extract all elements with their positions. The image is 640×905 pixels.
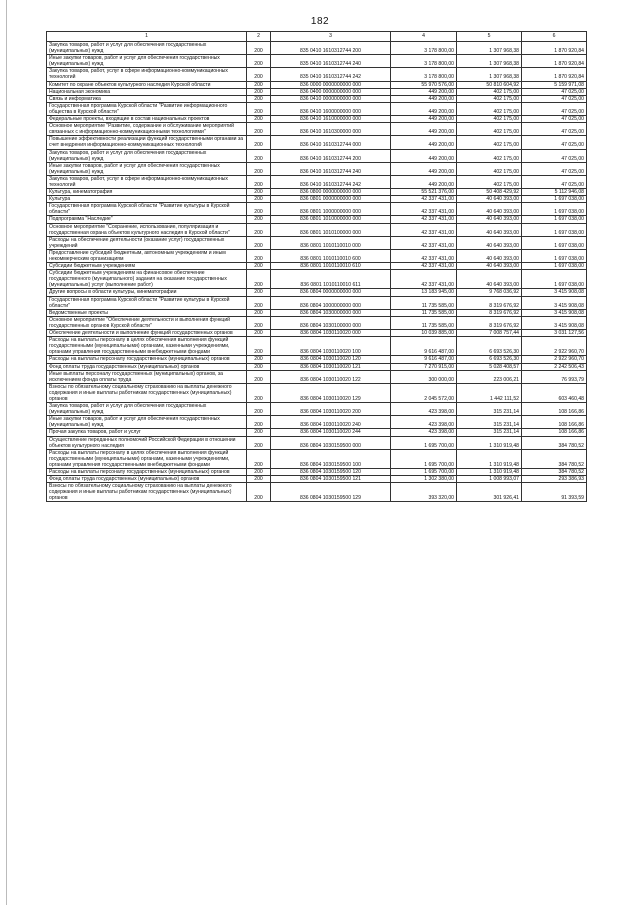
cell-classification-code: 836 0804 1030110020 244 (271, 429, 391, 436)
table-row (47, 316, 587, 329)
cell-line-code: 200 (247, 309, 271, 316)
cell-name: Ведомственные проекты (47, 309, 247, 316)
cell-executed-amount: 402 175,00 (457, 123, 522, 136)
cell-unexecuted-amount: 3 415 908,08 (522, 309, 587, 316)
cell-executed-amount: 6 693 526,30 (457, 337, 522, 356)
cell-classification-code: 836 0804 1030159500 121 (271, 476, 391, 483)
cell-executed-amount: 1 307 968,38 (457, 68, 522, 81)
cell-classification-code: 836 0801 1000000000 000 (271, 203, 391, 216)
cell-executed-amount: 50 810 604,92 (457, 81, 522, 88)
header-col-6: 6 (522, 32, 587, 42)
cell-executed-amount: 40 640 393,00 (457, 263, 522, 270)
cell-name: Связь и информатика (47, 95, 247, 102)
cell-name: Культура (47, 196, 247, 203)
cell-classification-code: 836 0804 0000000000 000 (271, 289, 391, 296)
cell-line-code: 200 (247, 416, 271, 429)
cell-executed-amount: 402 175,00 (457, 136, 522, 149)
cell-unexecuted-amount: 603 460,48 (522, 383, 587, 402)
cell-name: Государственная программа Курской области "Развитие культуры в Курской области" (47, 296, 247, 309)
table-row (47, 216, 587, 223)
cell-classification-code: 835 0410 1610312744 242 (271, 68, 391, 81)
cell-line-code: 200 (247, 483, 271, 502)
cell-classification-code: 836 0804 1030110020 121 (271, 363, 391, 370)
cell-name: Государственная программа Курской области "Развитие культуры в Курской области" (47, 203, 247, 216)
cell-unexecuted-amount: 1 697 038,00 (522, 249, 587, 262)
cell-approved-amount: 42 337 431,00 (391, 203, 457, 216)
cell-executed-amount: 1 310 919,48 (457, 469, 522, 476)
table-row (47, 88, 587, 95)
budget-table (46, 31, 587, 502)
cell-line-code: 200 (247, 175, 271, 188)
cell-name: Комитет по охране объектов культурного наследия Курской области (47, 81, 247, 88)
cell-line-code: 200 (247, 216, 271, 223)
cell-executed-amount: 315 231,14 (457, 403, 522, 416)
cell-classification-code: 836 0801 1010110010 610 (271, 263, 391, 270)
cell-approved-amount: 1 302 380,00 (391, 476, 457, 483)
cell-approved-amount: 449 200,00 (391, 102, 457, 115)
table-row (47, 476, 587, 483)
cell-unexecuted-amount: 1 697 038,00 (522, 236, 587, 249)
cell-classification-code: 836 0801 1010110010 611 (271, 270, 391, 289)
cell-line-code: 200 (247, 363, 271, 370)
budget-table-container (46, 31, 586, 502)
cell-approved-amount: 9 616 487,00 (391, 337, 457, 356)
cell-line-code: 200 (247, 370, 271, 383)
table-row (47, 189, 587, 196)
cell-line-code: 200 (247, 149, 271, 162)
cell-name: Субсидии бюджетным учреждениям на финансовое обеспечение государственного (муниципального) задания на оказание государственных (муниципальных) услуг (выполнение работ) (47, 270, 247, 289)
cell-unexecuted-amount: 384 780,52 (522, 469, 587, 476)
cell-unexecuted-amount: 108 166,86 (522, 429, 587, 436)
cell-line-code: 200 (247, 116, 271, 123)
cell-name: Подпрограмма "Наследие" (47, 216, 247, 223)
cell-name: Национальная экономика (47, 88, 247, 95)
table-row (47, 330, 587, 337)
cell-classification-code: 835 0410 1610312744 200 (271, 42, 391, 55)
cell-line-code: 200 (247, 189, 271, 196)
cell-approved-amount: 7 270 915,00 (391, 363, 457, 370)
table-row (47, 175, 587, 188)
cell-line-code: 200 (247, 88, 271, 95)
cell-classification-code: 836 0410 1610000000 000 (271, 116, 391, 123)
cell-approved-amount: 10 039 885,00 (391, 330, 457, 337)
cell-approved-amount: 55 970 576,00 (391, 81, 457, 88)
table-row (47, 223, 587, 236)
cell-unexecuted-amount: 3 415 908,08 (522, 316, 587, 329)
table-row (47, 356, 587, 363)
cell-unexecuted-amount: 47 025,00 (522, 88, 587, 95)
cell-name: Взносы по обязательному социальному страхованию на выплаты денежного содержания и иные выплаты работникам государственных (муниципальных) органов (47, 383, 247, 402)
cell-approved-amount: 300 000,00 (391, 370, 457, 383)
table-row (47, 416, 587, 429)
cell-executed-amount: 8 319 676,92 (457, 316, 522, 329)
cell-unexecuted-amount: 293 386,93 (522, 476, 587, 483)
table-row (47, 203, 587, 216)
cell-name: Федеральные проекты, входящие в состав национальных проектов (47, 116, 247, 123)
table-row (47, 236, 587, 249)
cell-unexecuted-amount: 1 870 920,84 (522, 68, 587, 81)
cell-name: Закупка товаров, работ, услуг в сфере информационно-коммуникационных технологий (47, 175, 247, 188)
cell-name: Субсидии бюджетным учреждениям (47, 263, 247, 270)
cell-executed-amount: 301 926,41 (457, 483, 522, 502)
cell-unexecuted-amount: 108 166,86 (522, 403, 587, 416)
cell-name: Основное мероприятие "Сохранение, использование, популяризация и государственная охрана объектов культурного наследия в Курской области" (47, 223, 247, 236)
cell-executed-amount: 223 006,21 (457, 370, 522, 383)
table-row (47, 270, 587, 289)
cell-classification-code: 836 0804 1030000000 000 (271, 309, 391, 316)
cell-unexecuted-amount: 47 025,00 (522, 123, 587, 136)
table-row (47, 68, 587, 81)
cell-approved-amount: 449 200,00 (391, 149, 457, 162)
cell-classification-code: 836 0410 1610312744 200 (271, 149, 391, 162)
cell-name: Закупка товаров, работ, услуг в сфере информационно-коммуникационных технологий (47, 68, 247, 81)
cell-line-code: 200 (247, 68, 271, 81)
cell-approved-amount: 3 178 800,00 (391, 42, 457, 55)
table-row (47, 162, 587, 175)
cell-classification-code: 836 0804 1030159500 129 (271, 483, 391, 502)
cell-approved-amount: 11 735 585,00 (391, 309, 457, 316)
cell-executed-amount: 1 307 968,38 (457, 55, 522, 68)
table-row (47, 149, 587, 162)
table-row (47, 289, 587, 296)
cell-line-code: 200 (247, 236, 271, 249)
cell-executed-amount: 402 175,00 (457, 149, 522, 162)
cell-approved-amount: 3 178 800,00 (391, 68, 457, 81)
table-row (47, 403, 587, 416)
cell-unexecuted-amount: 3 031 127,56 (522, 330, 587, 337)
cell-approved-amount: 449 200,00 (391, 123, 457, 136)
cell-unexecuted-amount: 47 025,00 (522, 136, 587, 149)
table-row (47, 42, 587, 55)
cell-executed-amount: 40 640 393,00 (457, 236, 522, 249)
cell-line-code: 200 (247, 429, 271, 436)
cell-approved-amount: 449 200,00 (391, 95, 457, 102)
cell-executed-amount: 5 028 408,57 (457, 363, 522, 370)
cell-unexecuted-amount: 384 780,52 (522, 436, 587, 449)
cell-classification-code: 836 0804 1030110020 240 (271, 416, 391, 429)
cell-name: Осуществление переданных полномочий Российской Федерации в отношении объектов культурного наследия (47, 436, 247, 449)
header-col-3: 3 (271, 32, 391, 42)
cell-executed-amount: 1 310 919,48 (457, 436, 522, 449)
cell-classification-code: 836 0804 1030100000 000 (271, 316, 391, 329)
cell-unexecuted-amount: 5 159 971,08 (522, 81, 587, 88)
cell-line-code: 200 (247, 249, 271, 262)
cell-executed-amount: 402 175,00 (457, 162, 522, 175)
cell-name: Закупка товаров, работ и услуг для обеспечения государственных (муниципальных) нужд (47, 42, 247, 55)
table-row (47, 249, 587, 262)
table-row (47, 383, 587, 402)
cell-classification-code: 836 0410 1610312744 000 (271, 136, 391, 149)
cell-line-code: 200 (247, 316, 271, 329)
cell-approved-amount: 11 735 585,00 (391, 296, 457, 309)
cell-unexecuted-amount: 1 870 920,84 (522, 42, 587, 55)
cell-approved-amount: 423 398,00 (391, 403, 457, 416)
cell-executed-amount: 7 008 757,44 (457, 330, 522, 337)
table-row (47, 95, 587, 102)
cell-classification-code: 836 0804 1030110020 122 (271, 370, 391, 383)
table-row (47, 81, 587, 88)
cell-unexecuted-amount: 2 922 960,70 (522, 356, 587, 363)
cell-classification-code: 836 0410 1610312744 240 (271, 162, 391, 175)
cell-unexecuted-amount: 3 415 908,08 (522, 296, 587, 309)
table-row (47, 116, 587, 123)
cell-line-code: 200 (247, 162, 271, 175)
cell-unexecuted-amount: 1 697 038,00 (522, 223, 587, 236)
cell-unexecuted-amount: 76 993,79 (522, 370, 587, 383)
cell-classification-code: 835 0410 1610312744 240 (271, 55, 391, 68)
cell-name: Иные закупки товаров, работ и услуг для обеспечения государственных (муниципальных) нужд (47, 416, 247, 429)
table-row (47, 136, 587, 149)
cell-line-code: 200 (247, 289, 271, 296)
cell-unexecuted-amount: 2 242 506,43 (522, 363, 587, 370)
table-row (47, 337, 587, 356)
cell-approved-amount: 42 337 431,00 (391, 223, 457, 236)
cell-unexecuted-amount: 2 922 960,70 (522, 337, 587, 356)
cell-line-code: 200 (247, 449, 271, 468)
table-header-row (47, 32, 587, 42)
cell-executed-amount: 9 768 036,92 (457, 289, 522, 296)
cell-executed-amount: 315 231,14 (457, 416, 522, 429)
cell-classification-code: 836 0804 1000000000 000 (271, 296, 391, 309)
cell-line-code: 200 (247, 102, 271, 115)
scan-edge (6, 0, 7, 905)
cell-line-code: 200 (247, 356, 271, 363)
cell-unexecuted-amount: 384 780,52 (522, 449, 587, 468)
cell-line-code: 200 (247, 123, 271, 136)
cell-approved-amount: 2 045 572,00 (391, 383, 457, 402)
cell-unexecuted-amount: 1 697 038,00 (522, 270, 587, 289)
cell-approved-amount: 1 695 700,00 (391, 449, 457, 468)
cell-classification-code: 836 0804 1030110020 000 (271, 330, 391, 337)
cell-name: Расходы на обеспечение деятельности (оказание услуг) государственных учреждений (47, 236, 247, 249)
cell-name: Взносы по обязательному социальному страхованию на выплаты денежного содержания и иные выплаты работникам государственных (муниципальных) органов (47, 483, 247, 502)
cell-approved-amount: 55 521 376,00 (391, 189, 457, 196)
cell-line-code: 200 (247, 136, 271, 149)
cell-classification-code: 836 0804 1030110020 200 (271, 403, 391, 416)
cell-approved-amount: 13 183 945,00 (391, 289, 457, 296)
cell-line-code: 200 (247, 42, 271, 55)
cell-executed-amount: 402 175,00 (457, 88, 522, 95)
cell-approved-amount: 449 200,00 (391, 116, 457, 123)
cell-classification-code: 836 0804 1030110020 129 (271, 383, 391, 402)
cell-classification-code: 836 0410 1610300000 000 (271, 123, 391, 136)
cell-executed-amount: 40 640 393,00 (457, 196, 522, 203)
cell-line-code: 200 (247, 270, 271, 289)
cell-executed-amount: 402 175,00 (457, 102, 522, 115)
cell-approved-amount: 449 200,00 (391, 175, 457, 188)
cell-line-code: 200 (247, 81, 271, 88)
cell-approved-amount: 9 616 487,00 (391, 356, 457, 363)
cell-approved-amount: 1 695 700,00 (391, 469, 457, 476)
table-row (47, 363, 587, 370)
cell-unexecuted-amount: 47 025,00 (522, 116, 587, 123)
cell-approved-amount: 3 178 800,00 (391, 55, 457, 68)
cell-name: Закупка товаров, работ и услуг для обеспечения государственных (муниципальных) нужд (47, 403, 247, 416)
cell-unexecuted-amount: 91 393,59 (522, 483, 587, 502)
cell-executed-amount: 40 640 393,00 (457, 203, 522, 216)
cell-unexecuted-amount: 5 112 946,08 (522, 189, 587, 196)
cell-classification-code: 836 0801 1010000000 000 (271, 216, 391, 223)
cell-name: Повышение эффективности реализации функций государственными органами за счет внедрения информационно-коммуникационных технологий (47, 136, 247, 149)
cell-name: Обеспечение деятельности и выполнение функций государственных органов (47, 330, 247, 337)
header-col-2: 2 (247, 32, 271, 42)
cell-line-code: 200 (247, 196, 271, 203)
cell-line-code: 200 (247, 436, 271, 449)
cell-executed-amount: 8 319 676,92 (457, 309, 522, 316)
cell-classification-code: 836 0801 0000000000 000 (271, 196, 391, 203)
cell-classification-code: 836 0410 0000000000 000 (271, 95, 391, 102)
cell-line-code: 200 (247, 95, 271, 102)
cell-name: Прочая закупка товаров, работ и услуг (47, 429, 247, 436)
cell-executed-amount: 402 175,00 (457, 175, 522, 188)
cell-unexecuted-amount: 1 697 038,00 (522, 196, 587, 203)
cell-approved-amount: 449 200,00 (391, 136, 457, 149)
cell-approved-amount: 11 735 585,00 (391, 316, 457, 329)
cell-executed-amount: 1 307 968,38 (457, 42, 522, 55)
cell-line-code: 200 (247, 330, 271, 337)
cell-line-code: 200 (247, 469, 271, 476)
cell-classification-code: 836 0804 1030159500 000 (271, 436, 391, 449)
cell-classification-code: 836 0804 1030159500 100 (271, 449, 391, 468)
table-row (47, 123, 587, 136)
cell-executed-amount: 1 442 111,52 (457, 383, 522, 402)
table-row (47, 469, 587, 476)
cell-unexecuted-amount: 47 025,00 (522, 102, 587, 115)
cell-classification-code: 836 0801 1010100000 000 (271, 223, 391, 236)
cell-approved-amount: 42 337 431,00 (391, 270, 457, 289)
cell-unexecuted-amount: 1 697 038,00 (522, 216, 587, 223)
header-col-4: 4 (391, 32, 457, 42)
table-row (47, 429, 587, 436)
cell-executed-amount: 40 640 393,00 (457, 249, 522, 262)
cell-line-code: 200 (247, 476, 271, 483)
cell-name: Другие вопросы в области культуры, кинематографии (47, 289, 247, 296)
cell-name: Иные выплаты персоналу государственных (муниципальных) органов, за исключением фонда оплаты труда (47, 370, 247, 383)
cell-approved-amount: 423 398,00 (391, 429, 457, 436)
cell-classification-code: 836 0804 1030159500 120 (271, 469, 391, 476)
cell-unexecuted-amount: 108 166,86 (522, 416, 587, 429)
table-row (47, 196, 587, 203)
cell-executed-amount: 40 640 393,00 (457, 270, 522, 289)
cell-name: Фонд оплаты труда государственных (муниципальных) органов (47, 363, 247, 370)
table-row (47, 449, 587, 468)
cell-line-code: 200 (247, 337, 271, 356)
table-row (47, 263, 587, 270)
cell-unexecuted-amount: 47 025,00 (522, 149, 587, 162)
cell-line-code: 200 (247, 263, 271, 270)
cell-approved-amount: 393 320,00 (391, 483, 457, 502)
table-row (47, 102, 587, 115)
cell-name: Основное мероприятие "Развитие, содержание и обслуживание мероприятий связанных с информационно-коммуникационными технологиями" (47, 123, 247, 136)
cell-unexecuted-amount: 47 025,00 (522, 175, 587, 188)
table-body (47, 42, 587, 502)
cell-line-code: 200 (247, 223, 271, 236)
cell-line-code: 200 (247, 296, 271, 309)
cell-unexecuted-amount: 3 415 908,08 (522, 289, 587, 296)
table-row (47, 436, 587, 449)
cell-name: Расходы на выплаты персоналу в целях обеспечения выполнения функций государственными (муниципальными) органами, казенными учреждениями, органами управления государственными внебюджетными фондами (47, 337, 247, 356)
cell-approved-amount: 449 200,00 (391, 88, 457, 95)
table-row (47, 483, 587, 502)
cell-executed-amount: 6 693 526,30 (457, 356, 522, 363)
cell-classification-code: 836 0800 0000000000 000 (271, 189, 391, 196)
cell-executed-amount: 40 640 393,00 (457, 223, 522, 236)
table-row (47, 370, 587, 383)
cell-approved-amount: 423 398,00 (391, 416, 457, 429)
cell-approved-amount: 1 695 700,00 (391, 436, 457, 449)
cell-unexecuted-amount: 47 025,00 (522, 95, 587, 102)
cell-classification-code: 836 0801 1010110010 000 (271, 236, 391, 249)
cell-line-code: 200 (247, 55, 271, 68)
cell-approved-amount: 42 337 431,00 (391, 216, 457, 223)
cell-name: Расходы на выплаты персоналу в целях обеспечения выполнения функций государственными (муниципальными) органами, казенными учреждениями, органами управления государственными внебюджетными фондами (47, 449, 247, 468)
cell-classification-code: 836 0804 1030110020 120 (271, 356, 391, 363)
cell-name: Основное мероприятие "Обеспечение деятельности и выполнения функций государственных органов Курской области" (47, 316, 247, 329)
cell-approved-amount: 42 337 431,00 (391, 263, 457, 270)
cell-executed-amount: 402 175,00 (457, 116, 522, 123)
cell-executed-amount: 40 640 393,00 (457, 216, 522, 223)
cell-approved-amount: 42 337 431,00 (391, 196, 457, 203)
cell-approved-amount: 42 337 431,00 (391, 236, 457, 249)
cell-executed-amount: 50 408 429,92 (457, 189, 522, 196)
header-col-1: 1 (47, 32, 247, 42)
cell-executed-amount: 402 175,00 (457, 95, 522, 102)
cell-classification-code: 836 0400 0000000000 000 (271, 88, 391, 95)
cell-name: Государственная программа Курской области "Развитие информационного общества в Курской области" (47, 102, 247, 115)
cell-name: Иные закупки товаров, работ и услуг для обеспечения государственных (муниципальных) нужд (47, 55, 247, 68)
cell-name: Закупка товаров, работ и услуг для обеспечения государственных (муниципальных) нужд (47, 149, 247, 162)
header-col-5: 5 (457, 32, 522, 42)
cell-executed-amount: 8 319 676,92 (457, 296, 522, 309)
cell-classification-code: 836 0000 0000000000 000 (271, 81, 391, 88)
cell-classification-code: 836 0410 1600000000 000 (271, 102, 391, 115)
cell-name: Иные закупки товаров, работ и услуг для обеспечения государственных (муниципальных) нужд (47, 162, 247, 175)
cell-unexecuted-amount: 1 870 920,84 (522, 55, 587, 68)
cell-line-code: 200 (247, 203, 271, 216)
cell-executed-amount: 1 310 919,48 (457, 449, 522, 468)
cell-executed-amount: 315 231,14 (457, 429, 522, 436)
cell-unexecuted-amount: 1 697 038,00 (522, 203, 587, 216)
cell-classification-code: 836 0410 1610312744 242 (271, 175, 391, 188)
table-row (47, 296, 587, 309)
cell-name: Предоставление субсидий бюджетным, автономным учреждениям и иным некоммерческим организациям (47, 249, 247, 262)
cell-unexecuted-amount: 47 025,00 (522, 162, 587, 175)
cell-name: Расходы на выплаты персоналу государственных (муниципальных) органов (47, 356, 247, 363)
cell-classification-code: 836 0804 1030110020 100 (271, 337, 391, 356)
cell-name: Культура, кинематография (47, 189, 247, 196)
cell-line-code: 200 (247, 383, 271, 402)
table-row (47, 55, 587, 68)
cell-classification-code: 836 0801 1010110010 600 (271, 249, 391, 262)
cell-executed-amount: 1 008 993,07 (457, 476, 522, 483)
cell-approved-amount: 42 337 431,00 (391, 249, 457, 262)
page-number: 182 (310, 16, 330, 27)
cell-line-code: 200 (247, 403, 271, 416)
cell-unexecuted-amount: 1 697 038,00 (522, 263, 587, 270)
cell-name: Расходы на выплаты персоналу государственных (муниципальных) органов (47, 469, 247, 476)
cell-approved-amount: 449 200,00 (391, 162, 457, 175)
cell-name: Фонд оплаты труда государственных (муниципальных) органов (47, 476, 247, 483)
table-row (47, 309, 587, 316)
